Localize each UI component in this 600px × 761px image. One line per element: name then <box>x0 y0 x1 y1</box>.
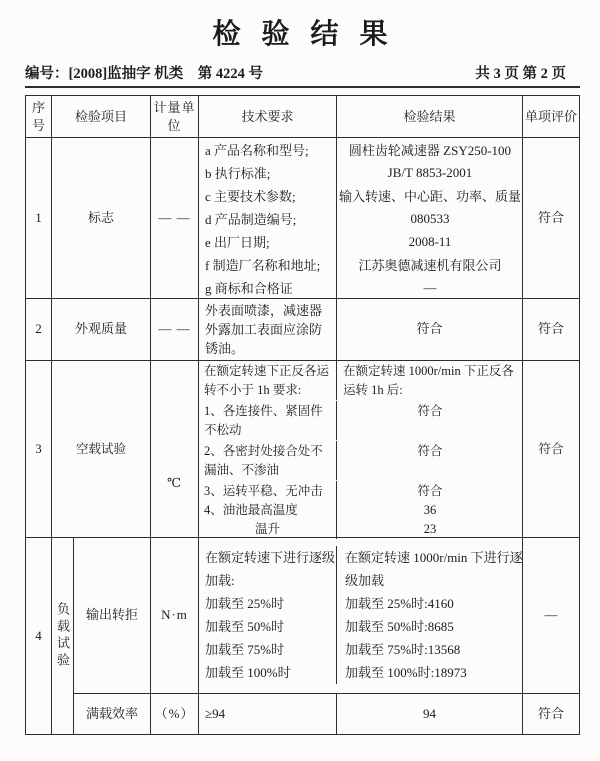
row4-subrow-torque <box>74 538 579 694</box>
row3-unit <box>151 361 199 537</box>
row1-unit: — — <box>151 138 199 298</box>
result-line: 080533 <box>410 210 450 226</box>
req-line: 4、油池最高温度 <box>199 500 337 520</box>
row4a-pair-50 <box>199 615 522 638</box>
row4b-item: 满载效率 <box>74 694 151 734</box>
req-line: 加载至 100%时 <box>199 661 337 684</box>
page-count: 共 3 页 第 2 页 <box>475 66 566 82</box>
result-line: 输入转速、中心距、功率、质量 <box>338 189 521 204</box>
table-row-load-test <box>26 538 579 734</box>
req-line: c 主要技术参数; <box>199 184 337 207</box>
req-line: 3、运转平稳、无冲击 <box>199 481 337 501</box>
req-line: a 产品名称和型号; <box>199 138 337 161</box>
req-line: g 商标和合格证 <box>199 276 337 299</box>
row4-no: 4 <box>26 538 52 734</box>
result-line: 符合 <box>417 484 443 498</box>
row3-req-result <box>199 361 523 537</box>
row3-pair-4 <box>199 500 522 519</box>
result-line: 23 <box>423 522 437 536</box>
req-line: 在额定转速下进行逐级加载: <box>199 546 337 592</box>
req-line: 在额定转速下正反各运转不小于 1h 要求: <box>199 361 337 400</box>
row4a-item: 输出转拒 <box>74 538 151 693</box>
req-line: f 制造厂名称和地址; <box>199 253 337 276</box>
row3-unit-symbol: ℃ <box>167 475 182 490</box>
result-line: 在额定转速 1000r/min 下进行逐级加载 <box>345 550 523 588</box>
row3-no: 3 <box>26 361 52 537</box>
req-line: b 执行标准; <box>199 161 337 184</box>
req-line: 2、各密封处接合处不漏油、不渗油 <box>199 441 337 480</box>
col-header-eval: 单项评价 <box>524 108 577 124</box>
row4a-eval: — <box>544 607 558 623</box>
row1-pair-e <box>199 230 522 253</box>
result-line: 加载至 100%时:18973 <box>345 665 467 680</box>
row2-eval: 符合 <box>537 321 564 337</box>
row1-pair-d <box>199 207 522 230</box>
result-line: 在额定转速 1000r/min 下正反各运转 1h 后: <box>343 364 514 397</box>
row2-item: 外观质量 <box>52 299 151 360</box>
req-line: 加载至 50%时 <box>199 615 337 638</box>
col-header-req: 技术要求 <box>199 96 337 137</box>
row3-item: 空载试验 <box>52 361 151 537</box>
row1-pair-g <box>199 276 522 299</box>
result-line: 符合 <box>417 404 443 418</box>
row4b-result: 94 <box>337 694 523 734</box>
result-line: 加载至 75%时:13568 <box>345 642 461 657</box>
row1-eval: 符合 <box>537 209 564 225</box>
result-line: 36 <box>423 503 437 517</box>
row4a-unit: N·m <box>151 538 199 693</box>
row3-pair-3 <box>199 481 522 500</box>
row1-pair-f <box>199 253 522 276</box>
result-line: 圆柱齿轮减速器 ZSY250-100 <box>348 143 512 158</box>
row2-no: 2 <box>26 299 52 360</box>
table-header-row <box>26 96 579 138</box>
req-line: d 产品制造编号; <box>199 207 337 230</box>
inspection-results-table <box>25 95 580 735</box>
req-line: 加载至 75%时 <box>199 638 337 661</box>
row4-subrows <box>74 538 579 734</box>
row1-req-result <box>199 138 523 298</box>
row1-pair-c <box>199 184 522 207</box>
row3-pair-1 <box>199 401 522 441</box>
req-line: 加载至 25%时 <box>199 592 337 615</box>
row4a-pair-100 <box>199 661 522 684</box>
document-number-line <box>25 60 580 88</box>
row1-item: 标志 <box>52 138 151 298</box>
row1-pair-b <box>199 161 522 184</box>
table-row-noload-test <box>26 361 579 538</box>
req-line: 温升 <box>199 519 337 539</box>
row2-unit: — — <box>151 299 199 360</box>
row4-group-label: 负载试验 <box>52 538 74 734</box>
result-line: 加载至 25%时:4160 <box>345 596 454 611</box>
row1-no: 1 <box>26 138 52 298</box>
result-line: — <box>423 279 437 295</box>
row4b-eval: 符合 <box>537 705 564 721</box>
row4a-pair-25 <box>199 592 522 615</box>
page-title: 检 验 结 果 <box>212 19 395 50</box>
row4-subrow-efficiency <box>74 694 579 734</box>
col-header-result: 检验结果 <box>337 96 523 137</box>
result-line: 江苏奥德减速机有限公司 <box>358 258 502 273</box>
col-header-item: 检验项目 <box>52 96 151 137</box>
result-line: 2008-11 <box>408 233 452 249</box>
row1-pair-a <box>199 138 522 161</box>
row3-pair-head <box>199 361 522 401</box>
row4a-pair-75 <box>199 638 522 661</box>
table-row-appearance <box>26 299 579 361</box>
col-header-unit: 计量单位 <box>151 96 199 137</box>
req-line: e 出厂日期; <box>199 230 337 253</box>
row3-pair-temp-rise <box>199 519 522 538</box>
row2-result: 符合 <box>337 299 523 360</box>
row4b-unit: （%） <box>151 694 199 734</box>
row3-eval: 符合 <box>538 441 564 456</box>
row4b-requirement: ≥94 <box>199 694 337 734</box>
result-line: 符合 <box>417 444 443 458</box>
result-line: 加载至 50%时:8685 <box>345 619 454 634</box>
result-line: JB/T 8853-2001 <box>387 164 473 180</box>
row4a-req-result <box>199 538 523 693</box>
row2-requirement: 外表面喷漆，减速器外露加工表面应涂防锈油。 <box>199 299 337 360</box>
row4a-pair-head <box>199 546 522 592</box>
req-line: 1、各连接件、紧固件不松动 <box>199 401 337 440</box>
col-header-no: 序号 <box>26 96 52 137</box>
table-row-marking <box>26 138 579 299</box>
row3-pair-2 <box>199 441 522 481</box>
document-number: 编号：[2008]监抽字 机类 第 4224 号 <box>25 66 264 82</box>
